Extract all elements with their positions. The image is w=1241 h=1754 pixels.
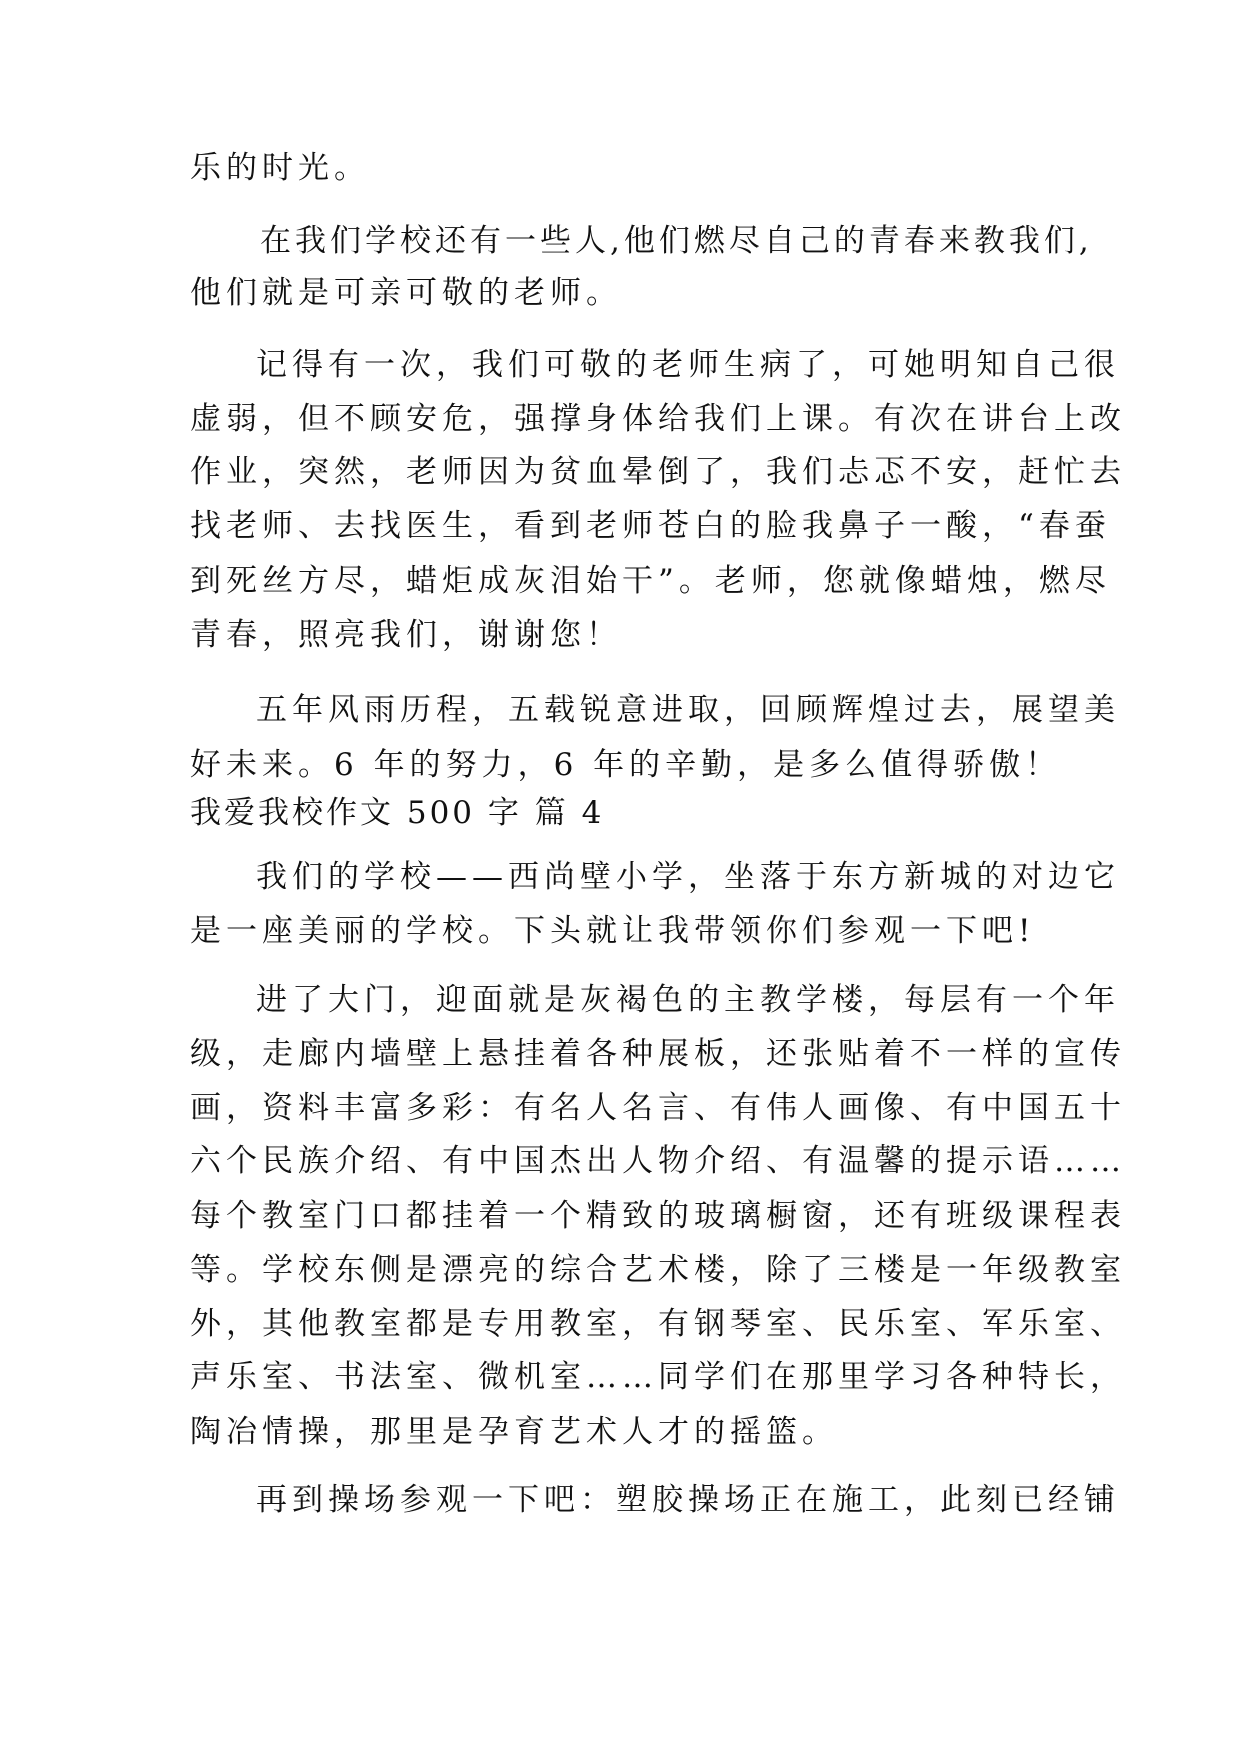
text-line: 乐的时光。 bbox=[190, 150, 370, 186]
text-line: 记得有一次，我们可敬的老师生病了，可她明知自己很 bbox=[256, 347, 1120, 383]
text-line: 青春，照亮我们，谢谢您！ bbox=[190, 617, 622, 653]
section-heading: 我爱我校作文 500 字 篇 4 bbox=[190, 795, 605, 831]
text-line: 五年风雨历程，五载锐意进取，回顾辉煌过去，展望美 bbox=[256, 692, 1120, 728]
text-line: 我们的学校——西尚壁小学，坐落于东方新城的对边它 bbox=[256, 859, 1120, 895]
text-line: 等。学校东侧是漂亮的综合艺术楼，除了三楼是一年级教室 bbox=[190, 1252, 1126, 1288]
text-line: 是一座美丽的学校。下头就让我带领你们参观一下吧! bbox=[190, 913, 1036, 949]
text-line: 虚弱，但不顾安危，强撑身体给我们上课。有次在讲台上改 bbox=[190, 401, 1126, 437]
text-line: 外，其他教室都是专用教室，有钢琴室、民乐室、军乐室、 bbox=[190, 1306, 1126, 1342]
text-line: 画，资料丰富多彩：有名人名言、有伟人画像、有中国五十 bbox=[190, 1090, 1126, 1126]
text-line: 在我们学校还有一些人,他们燃尽自己的青春来教我们, bbox=[260, 223, 1093, 259]
text-line: 陶冶情操，那里是孕育艺术人才的摇篮。 bbox=[190, 1414, 838, 1450]
text-line: 再到操场参观一下吧：塑胶操场正在施工，此刻已经铺 bbox=[256, 1482, 1120, 1518]
text-line: 作业，突然，老师因为贫血晕倒了，我们忐忑不安，赶忙去 bbox=[190, 454, 1126, 490]
text-line: 他们就是可亲可敬的老师。 bbox=[190, 275, 622, 311]
text-line: 好未来。6 年的努力，6 年的辛勤，是多么值得骄傲！ bbox=[190, 747, 1062, 783]
text-line: 进了大门，迎面就是灰褐色的主教学楼，每层有一个年 bbox=[256, 982, 1120, 1018]
text-line: 到死丝方尽，蜡炬成灰泪始干”。老师，您就像蜡烛，燃尽 bbox=[190, 563, 1111, 599]
text-line: 每个教室门口都挂着一个精致的玻璃橱窗，还有班级课程表 bbox=[190, 1198, 1126, 1234]
text-line: 六个民族介绍、有中国杰出人物介绍、有温馨的提示语…… bbox=[190, 1143, 1126, 1179]
text-line: 找老师、去找医生，看到老师苍白的脸我鼻子一酸，“春蚕 bbox=[190, 508, 1111, 544]
text-line: 声乐室、书法室、微机室……同学们在那里学习各种特长， bbox=[190, 1359, 1126, 1395]
text-line: 级，走廊内墙壁上悬挂着各种展板，还张贴着不一样的宣传 bbox=[190, 1036, 1126, 1072]
